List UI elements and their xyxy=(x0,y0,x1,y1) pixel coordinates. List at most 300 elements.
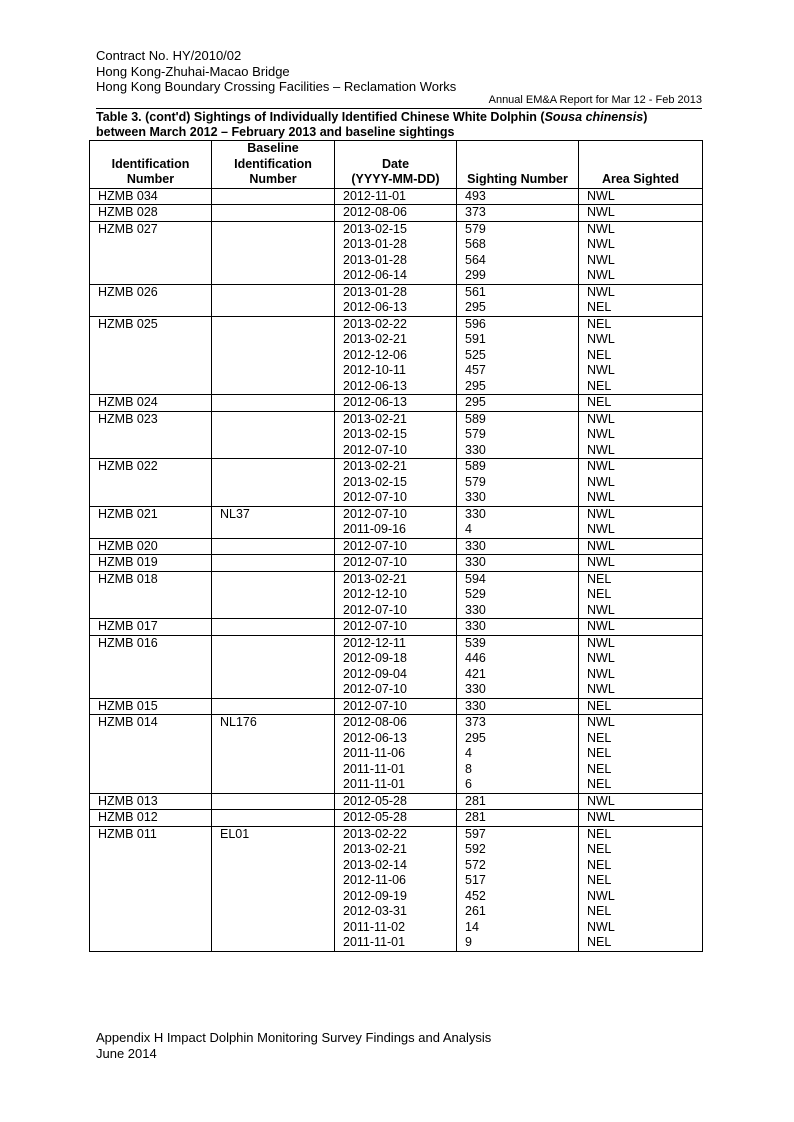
area-sighted-cell: NWL xyxy=(579,635,703,651)
baseline-cell xyxy=(212,935,335,951)
baseline-cell xyxy=(212,651,335,667)
date-cell: 2011-09-16 xyxy=(335,522,457,538)
area-sighted-cell: NWL xyxy=(579,667,703,683)
date-cell: 2013-02-21 xyxy=(335,332,457,348)
date-cell: 2011-11-02 xyxy=(335,920,457,936)
baseline-cell xyxy=(212,538,335,555)
sighting-number-cell: 529 xyxy=(457,587,579,603)
table-row xyxy=(90,651,703,667)
table-row xyxy=(90,221,703,237)
sighting-number-cell: 596 xyxy=(457,316,579,332)
sighting-number-cell: 446 xyxy=(457,651,579,667)
area-sighted-cell: NWL xyxy=(579,555,703,572)
area-sighted-cell: NWL xyxy=(579,651,703,667)
table-row xyxy=(90,459,703,475)
area-sighted-cell: NWL xyxy=(579,920,703,936)
baseline-cell xyxy=(212,443,335,459)
date-cell: 2012-09-19 xyxy=(335,889,457,905)
baseline-cell xyxy=(212,555,335,572)
area-sighted-cell: NWL xyxy=(579,253,703,269)
sighting-number-cell: 591 xyxy=(457,332,579,348)
table-row xyxy=(90,920,703,936)
baseline-cell xyxy=(212,348,335,364)
sighting-number-cell: 373 xyxy=(457,205,579,222)
identification-cell xyxy=(90,842,212,858)
area-sighted-cell: NWL xyxy=(579,715,703,731)
table-row xyxy=(90,363,703,379)
baseline-cell xyxy=(212,221,335,237)
table-row xyxy=(90,522,703,538)
date-cell: 2013-02-21 xyxy=(335,411,457,427)
area-sighted-cell: NEL xyxy=(579,300,703,316)
table-header-row xyxy=(90,141,703,189)
date-cell: 2013-02-22 xyxy=(335,826,457,842)
table-row xyxy=(90,475,703,491)
table-row xyxy=(90,619,703,636)
area-sighted-cell: NEL xyxy=(579,587,703,603)
date-cell: 2011-11-01 xyxy=(335,762,457,778)
identification-cell: HZMB 016 xyxy=(90,635,212,651)
area-sighted-cell: NWL xyxy=(579,443,703,459)
area-sighted-cell: NEL xyxy=(579,379,703,395)
identification-cell: HZMB 020 xyxy=(90,538,212,555)
area-sighted-cell: NWL xyxy=(579,411,703,427)
baseline-cell xyxy=(212,205,335,222)
identification-cell xyxy=(90,889,212,905)
identification-cell xyxy=(90,904,212,920)
date-cell: 2012-07-10 xyxy=(335,490,457,506)
identification-cell xyxy=(90,522,212,538)
area-sighted-cell: NWL xyxy=(579,475,703,491)
baseline-cell xyxy=(212,762,335,778)
identification-cell xyxy=(90,332,212,348)
table-body xyxy=(90,188,703,951)
table-row xyxy=(90,284,703,300)
table-row xyxy=(90,300,703,316)
table-row xyxy=(90,253,703,269)
date-cell: 2013-02-21 xyxy=(335,459,457,475)
area-sighted-cell: NWL xyxy=(579,682,703,698)
identification-cell xyxy=(90,935,212,951)
table-row xyxy=(90,411,703,427)
date-cell: 2012-11-06 xyxy=(335,873,457,889)
area-sighted-cell: NWL xyxy=(579,205,703,222)
identification-cell xyxy=(90,762,212,778)
area-sighted-cell: NWL xyxy=(579,332,703,348)
sighting-number-cell: 4 xyxy=(457,522,579,538)
sighting-number-cell: 6 xyxy=(457,777,579,793)
date-cell: 2013-02-14 xyxy=(335,858,457,874)
col-date: Date (YYYY-MM-DD) xyxy=(335,141,457,189)
identification-cell: HZMB 022 xyxy=(90,459,212,475)
date-cell: 2012-12-10 xyxy=(335,587,457,603)
area-sighted-cell: NEL xyxy=(579,935,703,951)
identification-cell xyxy=(90,731,212,747)
date-cell: 2013-01-28 xyxy=(335,237,457,253)
date-cell: 2012-07-10 xyxy=(335,538,457,555)
sighting-number-cell: 452 xyxy=(457,889,579,905)
identification-cell: HZMB 018 xyxy=(90,571,212,587)
identification-cell xyxy=(90,348,212,364)
baseline-cell xyxy=(212,635,335,651)
project-subtitle: Hong Kong Boundary Crossing Facilities – Reclamation Works xyxy=(96,79,457,94)
table-row xyxy=(90,746,703,762)
identification-cell: HZMB 023 xyxy=(90,411,212,427)
identification-cell: HZMB 025 xyxy=(90,316,212,332)
col-sighting-number: Sighting Number xyxy=(457,141,579,189)
page-footer xyxy=(96,1030,491,1061)
sighting-number-cell: 330 xyxy=(457,682,579,698)
table-row xyxy=(90,904,703,920)
table-row xyxy=(90,777,703,793)
identification-cell xyxy=(90,443,212,459)
caption-prefix: Table 3. (cont'd) Sightings of Individually Identified Chinese White Dolphin ( xyxy=(96,110,545,124)
baseline-cell xyxy=(212,858,335,874)
baseline-cell: EL01 xyxy=(212,826,335,842)
sighting-number-cell: 421 xyxy=(457,667,579,683)
identification-cell xyxy=(90,268,212,284)
caption-suffix: ) xyxy=(643,110,648,124)
area-sighted-cell: NWL xyxy=(579,268,703,284)
table-row xyxy=(90,762,703,778)
identification-cell xyxy=(90,363,212,379)
area-sighted-cell: NEL xyxy=(579,777,703,793)
date-cell: 2011-11-06 xyxy=(335,746,457,762)
area-sighted-cell: NEL xyxy=(579,746,703,762)
table-row xyxy=(90,731,703,747)
sighting-number-cell: 8 xyxy=(457,762,579,778)
sighting-number-cell: 295 xyxy=(457,379,579,395)
table-row xyxy=(90,332,703,348)
page-header xyxy=(96,48,456,95)
baseline-cell xyxy=(212,920,335,936)
area-sighted-cell: NWL xyxy=(579,363,703,379)
date-cell: 2013-01-28 xyxy=(335,284,457,300)
sighting-number-cell: 330 xyxy=(457,603,579,619)
date-cell: 2012-09-18 xyxy=(335,651,457,667)
table-row xyxy=(90,682,703,698)
identification-cell xyxy=(90,873,212,889)
col-baseline-identification-number: Baseline Identification Number xyxy=(212,141,335,189)
area-sighted-cell: NWL xyxy=(579,221,703,237)
date-cell: 2013-02-15 xyxy=(335,427,457,443)
table-row xyxy=(90,698,703,715)
caption-species: Sousa chinensis xyxy=(544,110,644,124)
table-row xyxy=(90,858,703,874)
baseline-cell xyxy=(212,793,335,810)
identification-cell: HZMB 012 xyxy=(90,810,212,827)
sighting-number-cell: 295 xyxy=(457,731,579,747)
sighting-number-cell: 261 xyxy=(457,904,579,920)
date-cell: 2012-12-06 xyxy=(335,348,457,364)
baseline-cell xyxy=(212,682,335,698)
sighting-number-cell: 373 xyxy=(457,715,579,731)
sighting-number-cell: 330 xyxy=(457,538,579,555)
baseline-cell xyxy=(212,427,335,443)
identification-cell: HZMB 011 xyxy=(90,826,212,842)
identification-cell xyxy=(90,587,212,603)
identification-cell xyxy=(90,746,212,762)
date-cell: 2012-08-06 xyxy=(335,715,457,731)
baseline-cell xyxy=(212,379,335,395)
sighting-number-cell: 579 xyxy=(457,427,579,443)
sighting-number-cell: 457 xyxy=(457,363,579,379)
baseline-cell xyxy=(212,363,335,379)
baseline-cell xyxy=(212,667,335,683)
date-cell: 2013-02-21 xyxy=(335,571,457,587)
sighting-number-cell: 589 xyxy=(457,459,579,475)
project-name: Hong Kong-Zhuhai-Macao Bridge xyxy=(96,63,290,79)
date-cell: 2012-07-10 xyxy=(335,682,457,698)
date-cell: 2013-02-15 xyxy=(335,475,457,491)
baseline-cell xyxy=(212,284,335,300)
date-cell: 2013-02-15 xyxy=(335,221,457,237)
baseline-cell xyxy=(212,268,335,284)
date-cell: 2011-11-01 xyxy=(335,935,457,951)
identification-cell: HZMB 027 xyxy=(90,221,212,237)
footer-date: June 2014 xyxy=(96,1045,157,1061)
identification-cell xyxy=(90,603,212,619)
table-row xyxy=(90,635,703,651)
table-row xyxy=(90,587,703,603)
identification-cell xyxy=(90,858,212,874)
area-sighted-cell: NWL xyxy=(579,237,703,253)
identification-cell: HZMB 024 xyxy=(90,395,212,412)
table-row xyxy=(90,667,703,683)
sighting-number-cell: 539 xyxy=(457,635,579,651)
date-cell: 2013-02-22 xyxy=(335,316,457,332)
baseline-cell xyxy=(212,522,335,538)
identification-cell xyxy=(90,682,212,698)
sighting-number-cell: 295 xyxy=(457,395,579,412)
baseline-cell xyxy=(212,731,335,747)
date-cell: 2011-11-01 xyxy=(335,777,457,793)
identification-cell xyxy=(90,379,212,395)
sighting-number-cell: 330 xyxy=(457,555,579,572)
identification-cell xyxy=(90,651,212,667)
area-sighted-cell: NWL xyxy=(579,427,703,443)
area-sighted-cell: NWL xyxy=(579,619,703,636)
table-row xyxy=(90,810,703,827)
date-cell: 2012-07-10 xyxy=(335,698,457,715)
table-row xyxy=(90,205,703,222)
area-sighted-cell: NWL xyxy=(579,188,703,205)
table-row xyxy=(90,793,703,810)
area-sighted-cell: NEL xyxy=(579,698,703,715)
sighting-number-cell: 564 xyxy=(457,253,579,269)
identification-cell xyxy=(90,667,212,683)
area-sighted-cell: NEL xyxy=(579,904,703,920)
table-row xyxy=(90,603,703,619)
area-sighted-cell: NEL xyxy=(579,858,703,874)
col-identification-number: Identification Number xyxy=(90,141,212,189)
sighting-number-cell: 525 xyxy=(457,348,579,364)
baseline-cell xyxy=(212,587,335,603)
table-row xyxy=(90,188,703,205)
area-sighted-cell: NEL xyxy=(579,571,703,587)
identification-cell xyxy=(90,237,212,253)
sighting-number-cell: 597 xyxy=(457,826,579,842)
date-cell: 2012-11-01 xyxy=(335,188,457,205)
table-row xyxy=(90,506,703,522)
baseline-cell xyxy=(212,490,335,506)
sighting-number-cell: 568 xyxy=(457,237,579,253)
date-cell: 2012-06-13 xyxy=(335,379,457,395)
table-row xyxy=(90,379,703,395)
table-row xyxy=(90,490,703,506)
baseline-cell xyxy=(212,889,335,905)
date-cell: 2012-06-13 xyxy=(335,300,457,316)
date-cell: 2012-07-10 xyxy=(335,506,457,522)
table-row xyxy=(90,538,703,555)
table-caption xyxy=(96,110,706,139)
date-cell: 2012-09-04 xyxy=(335,667,457,683)
area-sighted-cell: NWL xyxy=(579,522,703,538)
contract-number: Contract No. HY/2010/02 xyxy=(96,48,242,63)
table-row xyxy=(90,935,703,951)
sighting-number-cell: 330 xyxy=(457,443,579,459)
baseline-cell: NL176 xyxy=(212,715,335,731)
baseline-cell xyxy=(212,571,335,587)
sighting-number-cell: 281 xyxy=(457,810,579,827)
table-row xyxy=(90,237,703,253)
identification-cell: HZMB 026 xyxy=(90,284,212,300)
date-cell: 2012-07-10 xyxy=(335,555,457,572)
identification-cell: HZMB 021 xyxy=(90,506,212,522)
sighting-number-cell: 330 xyxy=(457,506,579,522)
sighting-number-cell: 589 xyxy=(457,411,579,427)
date-cell: 2012-07-10 xyxy=(335,603,457,619)
table-row xyxy=(90,873,703,889)
area-sighted-cell: NWL xyxy=(579,490,703,506)
identification-cell: HZMB 014 xyxy=(90,715,212,731)
table-row xyxy=(90,348,703,364)
identification-cell: HZMB 015 xyxy=(90,698,212,715)
baseline-cell xyxy=(212,188,335,205)
footer-appendix: Appendix H Impact Dolphin Monitoring Survey Findings and Analysis xyxy=(96,1030,492,1045)
sighting-number-cell: 299 xyxy=(457,268,579,284)
date-cell: 2012-06-13 xyxy=(335,395,457,412)
identification-cell: HZMB 028 xyxy=(90,205,212,222)
baseline-cell xyxy=(212,904,335,920)
area-sighted-cell: NWL xyxy=(579,603,703,619)
identification-cell xyxy=(90,475,212,491)
baseline-cell xyxy=(212,873,335,889)
date-cell: 2012-06-14 xyxy=(335,268,457,284)
table-row xyxy=(90,395,703,412)
baseline-cell xyxy=(212,810,335,827)
sighting-number-cell: 561 xyxy=(457,284,579,300)
sighting-number-cell: 579 xyxy=(457,475,579,491)
baseline-cell xyxy=(212,777,335,793)
area-sighted-cell: NWL xyxy=(579,538,703,555)
identification-cell: HZMB 034 xyxy=(90,188,212,205)
table-row xyxy=(90,715,703,731)
area-sighted-cell: NWL xyxy=(579,810,703,827)
identification-cell: HZMB 019 xyxy=(90,555,212,572)
identification-cell xyxy=(90,920,212,936)
identification-cell xyxy=(90,253,212,269)
table-row xyxy=(90,571,703,587)
area-sighted-cell: NEL xyxy=(579,348,703,364)
area-sighted-cell: NEL xyxy=(579,316,703,332)
date-cell: 2012-05-28 xyxy=(335,810,457,827)
table-row xyxy=(90,316,703,332)
baseline-cell xyxy=(212,395,335,412)
date-cell: 2012-08-06 xyxy=(335,205,457,222)
table-row xyxy=(90,427,703,443)
sighting-number-cell: 572 xyxy=(457,858,579,874)
date-cell: 2013-02-21 xyxy=(335,842,457,858)
sighting-number-cell: 14 xyxy=(457,920,579,936)
baseline-cell xyxy=(212,300,335,316)
sighting-number-cell: 295 xyxy=(457,300,579,316)
col-area-sighted: Area Sighted xyxy=(579,141,703,189)
table-row xyxy=(90,826,703,842)
sighting-number-cell: 592 xyxy=(457,842,579,858)
area-sighted-cell: NWL xyxy=(579,793,703,810)
date-cell: 2012-06-13 xyxy=(335,731,457,747)
identification-cell: HZMB 017 xyxy=(90,619,212,636)
sighting-number-cell: 330 xyxy=(457,490,579,506)
area-sighted-cell: NEL xyxy=(579,762,703,778)
area-sighted-cell: NEL xyxy=(579,731,703,747)
identification-cell xyxy=(90,427,212,443)
baseline-cell xyxy=(212,619,335,636)
sighting-number-cell: 9 xyxy=(457,935,579,951)
table-row xyxy=(90,555,703,572)
area-sighted-cell: NEL xyxy=(579,873,703,889)
baseline-cell xyxy=(212,459,335,475)
identification-cell xyxy=(90,490,212,506)
baseline-cell xyxy=(212,253,335,269)
table-row xyxy=(90,889,703,905)
baseline-cell xyxy=(212,237,335,253)
sighting-number-cell: 4 xyxy=(457,746,579,762)
sighting-number-cell: 493 xyxy=(457,188,579,205)
sighting-number-cell: 281 xyxy=(457,793,579,810)
area-sighted-cell: NEL xyxy=(579,826,703,842)
date-cell: 2012-05-28 xyxy=(335,793,457,810)
date-cell: 2012-10-11 xyxy=(335,363,457,379)
table-row xyxy=(90,268,703,284)
area-sighted-cell: NEL xyxy=(579,842,703,858)
date-cell: 2012-03-31 xyxy=(335,904,457,920)
area-sighted-cell: NWL xyxy=(579,459,703,475)
baseline-cell xyxy=(212,411,335,427)
sighting-number-cell: 579 xyxy=(457,221,579,237)
baseline-cell xyxy=(212,475,335,491)
sightings-table xyxy=(89,140,703,952)
identification-cell xyxy=(90,777,212,793)
baseline-cell xyxy=(212,332,335,348)
baseline-cell xyxy=(212,316,335,332)
area-sighted-cell: NWL xyxy=(579,284,703,300)
sighting-number-cell: 594 xyxy=(457,571,579,587)
sighting-number-cell: 517 xyxy=(457,873,579,889)
identification-cell: HZMB 013 xyxy=(90,793,212,810)
baseline-cell: NL37 xyxy=(212,506,335,522)
caption-line2: between March 2012 – February 2013 and baseline sightings xyxy=(96,124,455,139)
date-cell: 2012-12-11 xyxy=(335,635,457,651)
report-title: Annual EM&A Report for Mar 12 - Feb 2013 xyxy=(96,94,702,109)
baseline-cell xyxy=(212,746,335,762)
baseline-cell xyxy=(212,603,335,619)
baseline-cell xyxy=(212,842,335,858)
sighting-number-cell: 330 xyxy=(457,698,579,715)
area-sighted-cell: NEL xyxy=(579,395,703,412)
baseline-cell xyxy=(212,698,335,715)
